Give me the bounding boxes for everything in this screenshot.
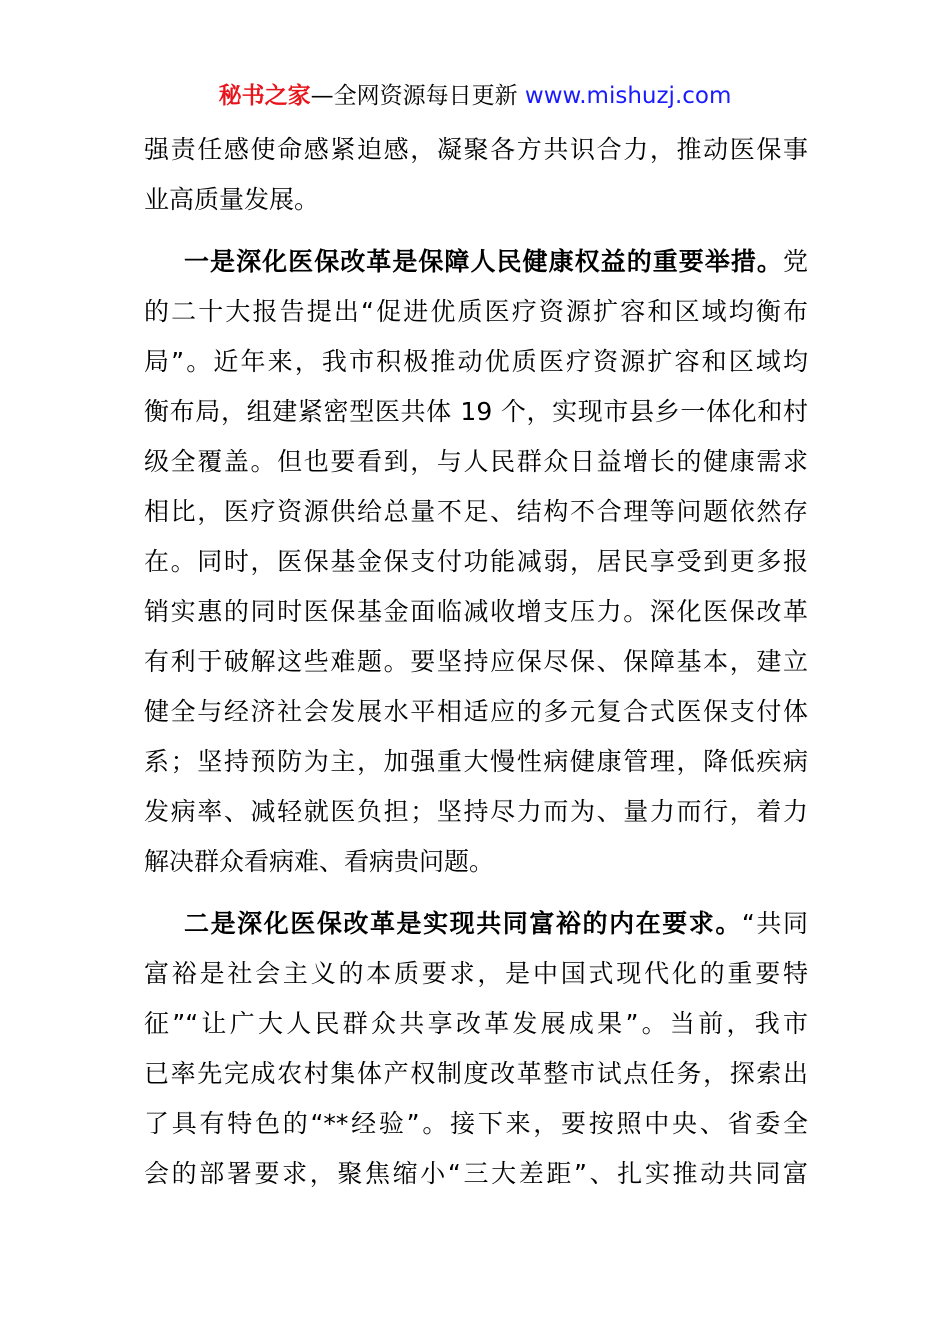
text-line: 业高质量发展。 <box>144 185 320 214</box>
text-line: 级全覆盖。但也要看到，与人民群众日益增长的健康需求 <box>144 447 808 476</box>
site-url[interactable]: www.mishuzj.com <box>517 83 732 109</box>
text-line: 富裕是社会主义的本质要求，是中国式现代化的重要特 <box>144 959 808 988</box>
text-line: 衡布局，组建紧密型医共体 19 个，实现市县乡一体化和村 <box>144 397 808 426</box>
heading-continuation: 党 <box>782 247 808 276</box>
paragraph-intro <box>144 125 808 225</box>
document-body <box>144 125 808 1199</box>
text-line: 会的部署要求，聚焦缩小“三大差距”、扎实推动共同富 <box>144 1159 808 1188</box>
text-line: 销实惠的同时医保基金面临减收增支压力。深化医保改革 <box>144 597 808 626</box>
paragraph-heading: 一是深化医保改革是保障人民健康权益的重要举措。 <box>184 247 783 276</box>
text-line: 强责任感使命感紧迫感，凝聚各方共识合力，推动医保事 <box>144 135 808 164</box>
heading-continuation: “共同 <box>741 909 808 938</box>
site-header <box>0 80 950 112</box>
paragraph-first-line <box>144 899 808 949</box>
text-line: 征”“让广大人民群众共享改革发展成果”。当前，我市 <box>144 1009 808 1038</box>
header-tagline: —全网资源每日更新 <box>310 83 518 109</box>
text-line: 已率先完成农村集体产权制度改革整市试点任务，探索出 <box>144 1059 808 1088</box>
paragraph-first-line <box>144 237 808 287</box>
brand-name: 秘书之家 <box>218 83 311 109</box>
paragraph-one <box>144 237 808 887</box>
text-line: 在。同时，医保基金保支付功能减弱，居民享受到更多报 <box>144 547 808 576</box>
text-line: 相比，医疗资源供给总量不足、结构不合理等问题依然存 <box>144 497 808 526</box>
paragraph-heading: 二是深化医保改革是实现共同富裕的内在要求。 <box>184 909 742 938</box>
text-line: 发病率、减轻就医负担；坚持尽力而为、量力而行，着力 <box>144 797 808 826</box>
text-line: 有利于破解这些难题。要坚持应保尽保、保障基本，建立 <box>144 647 808 676</box>
paragraph-two <box>144 899 808 1199</box>
text-line: 了具有特色的“**经验”。接下来，要按照中央、省委全 <box>144 1109 808 1138</box>
text-line: 解决群众看病难、看病贵问题。 <box>144 847 495 876</box>
text-line: 健全与经济社会发展水平相适应的多元复合式医保支付体 <box>144 697 808 726</box>
text-line: 系；坚持预防为主，加强重大慢性病健康管理，降低疾病 <box>144 747 808 776</box>
text-line: 局”。近年来，我市积极推动优质医疗资源扩容和区域均 <box>144 347 808 376</box>
text-line: 的二十大报告提出“促进优质医疗资源扩容和区域均衡布 <box>144 297 808 326</box>
